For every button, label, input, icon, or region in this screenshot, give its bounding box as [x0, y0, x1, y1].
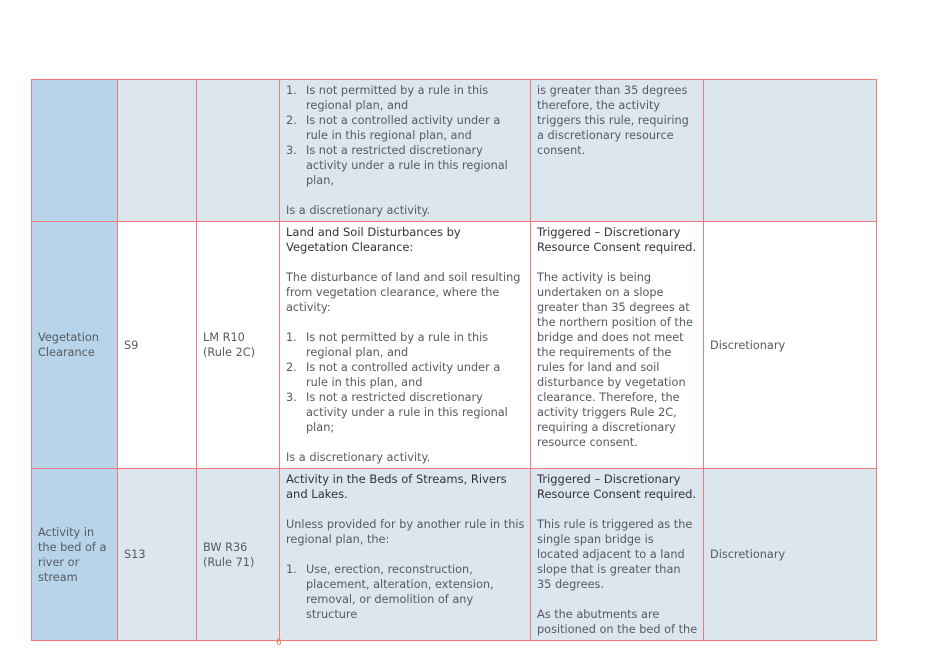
status-cell: Discretionary — [704, 469, 877, 641]
rule-text-cell — [280, 80, 531, 222]
page-number: 6 — [276, 638, 282, 648]
assessment-heading: Triggered – Discretionary Resource Consent required. — [537, 472, 697, 501]
rule-closing-text: Is a discretionary activity. — [286, 451, 431, 464]
rule-conditions-list — [286, 562, 525, 622]
list-item: 3. Is not a restricted discretionary activity under a rule in this regional plan; — [286, 391, 508, 434]
activity-cell: Vegetation Clearance — [32, 222, 118, 469]
rule-intro-text: Unless provided for by another rule in this regional plan, the: — [286, 518, 525, 546]
rule-text-cell — [280, 469, 531, 641]
rule-closing-text: Is a discretionary activity. — [286, 204, 431, 217]
assessment-cell — [531, 222, 704, 469]
list-item: 1. Use, erection, reconstruction, placement, alteration, extension, removal, or demolition of any structure — [286, 563, 494, 621]
reference-cell: S13 — [118, 469, 197, 641]
rule-cell: LM R10 (Rule 2C) — [197, 222, 280, 469]
assessment-text: is greater than 35 degrees therefore, the activity triggers this rule, requiring a discretionary resource consent. — [537, 84, 689, 157]
rule-heading: Land and Soil Disturbances by Vegetation Clearance: — [286, 225, 461, 254]
status-cell: Discretionary — [704, 222, 877, 469]
assessment-heading: Triggered – Discretionary Resource Consent required. — [537, 225, 697, 254]
list-item: 1. Is not permitted by a rule in this regional plan, and — [286, 84, 489, 112]
status-cell — [704, 80, 877, 222]
rule-conditions-list — [286, 330, 525, 435]
table-row — [32, 469, 877, 641]
activity-cell: Activity in the bed of a river or stream — [32, 469, 118, 641]
assessment-cell — [531, 80, 704, 222]
assessment-text-continued: As the abutments are positioned on the bed of the — [537, 608, 698, 636]
rule-intro-text: The disturbance of land and soil resulting from vegetation clearance, where the activity: — [286, 271, 521, 314]
rule-heading: Activity in the Beds of Streams, Rivers and Lakes. — [286, 472, 507, 501]
assessment-text: The activity is being undertaken on a slope greater than 35 degrees at the northern position of the bridge and does not meet the requirements of the rules for land and soil disturbance by vegetation clearance. Therefore, the activity triggers Rule 2C, requiring a discretionary resource consent. — [537, 271, 693, 449]
consent-rules-table — [31, 79, 877, 641]
assessment-text: This rule is triggered as the single span bridge is located adjacent to a land slope that is greater than 35 degrees. — [537, 518, 693, 591]
rule-text-cell — [280, 222, 531, 469]
table-row — [32, 222, 877, 469]
list-item: 2. Is not a controlled activity under a rule in this plan, and — [286, 361, 501, 389]
list-item: 2. Is not a controlled activity under a rule in this regional plan, and — [286, 114, 501, 142]
list-item: 1. Is not permitted by a rule in this regional plan, and — [286, 331, 489, 359]
reference-cell: S9 — [118, 222, 197, 469]
rule-conditions-list — [286, 83, 525, 188]
activity-cell — [32, 80, 118, 222]
rule-cell — [197, 80, 280, 222]
assessment-cell — [531, 469, 704, 641]
table-row — [32, 80, 877, 222]
list-item: 3. Is not a restricted discretionary activity under a rule in this regional plan, — [286, 144, 508, 187]
rule-cell: BW R36 (Rule 71) — [197, 469, 280, 641]
reference-cell — [118, 80, 197, 222]
